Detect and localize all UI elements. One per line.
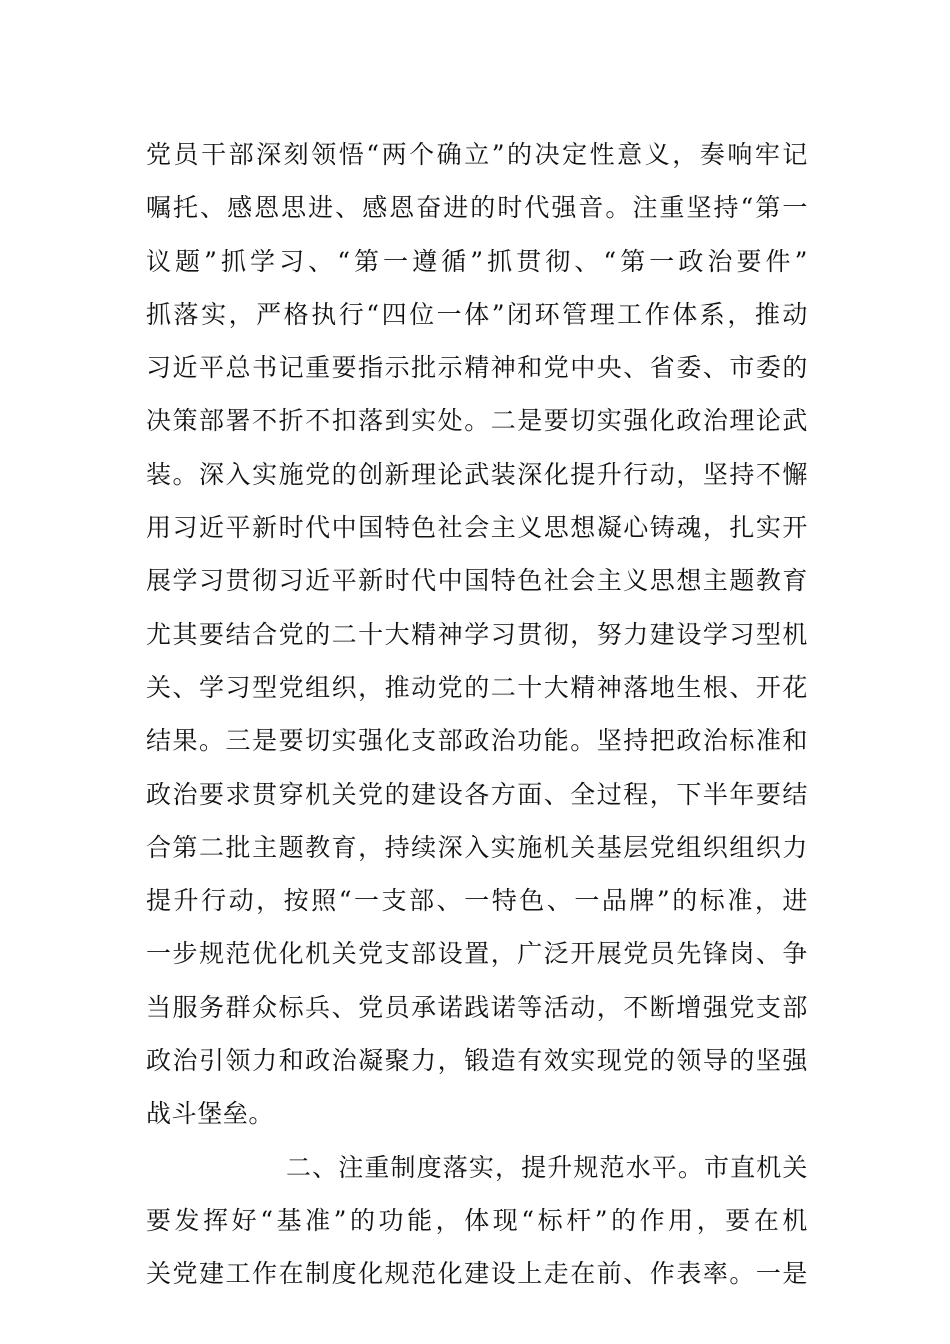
text-line: 展学习贯彻习近平新时代中国特色社会主义思想主题教育 <box>146 566 808 596</box>
text-line: 政治要求贯穿机关党的建设各方面、全过程，下半年要结 <box>146 779 808 809</box>
text-line: 当服务群众标兵、党员承诺践诺等活动，不断增强党支部 <box>146 992 808 1022</box>
text-line: 抓落实，严格执行“四位一体”闭环管理工作体系，推动 <box>146 299 808 329</box>
text-line: 党员干部深刻领悟“两个确立”的决定性意义，奏响牢记 <box>146 140 808 169</box>
text-line: 装。深入实施党的创新理论武装深化提升行动，坚持不懈 <box>146 459 808 489</box>
text-line: 决策部署不折不扣落到实处。二是要切实强化政治理论武 <box>146 406 808 436</box>
text-line: 结果。三是要切实强化支部政治功能。坚持把政治标准和 <box>146 726 808 756</box>
text-line: 合第二批主题教育，持续深入实施机关基层党组织组织力 <box>146 832 808 862</box>
text-line: 尤其要结合党的二十大精神学习贯彻，努力建设学习型机 <box>146 619 808 649</box>
section-heading-line: 二、注重制度落实，提升规范水平。市直机关 <box>286 1152 808 1182</box>
text-line: 嘱托、感恩思进、感恩奋进的时代强音。注重坚持“第一 <box>146 193 808 223</box>
paragraph-end-line: 战斗堡垒。 <box>146 1099 275 1129</box>
text-line: 关、学习型党组织，推动党的二十大精神落地生根、开花 <box>146 672 808 702</box>
body-text <box>146 128 808 1301</box>
text-line: 要发挥好“基准”的功能，体现“标杆”的作用，要在机 <box>146 1205 808 1235</box>
text-line: 用习近平新时代中国特色社会主义思想凝心铸魂，扎实开 <box>146 513 808 543</box>
text-line: 习近平总书记重要指示批示精神和党中央、省委、市委的 <box>146 353 808 383</box>
text-line: 关党建工作在制度化规范化建设上走在前、作表率。一是 <box>146 1259 808 1289</box>
text-line: 议题”抓学习、“第一遵循”抓贯彻、“第一政治要件” <box>146 246 808 276</box>
text-line: 政治引领力和政治凝聚力，锻造有效实现党的领导的坚强 <box>146 1046 808 1076</box>
text-line: 一步规范优化机关党支部设置，广泛开展党员先锋岗、争 <box>146 939 808 969</box>
text-line: 提升行动，按照“一支部、一特色、一品牌”的标准，进 <box>146 886 808 916</box>
